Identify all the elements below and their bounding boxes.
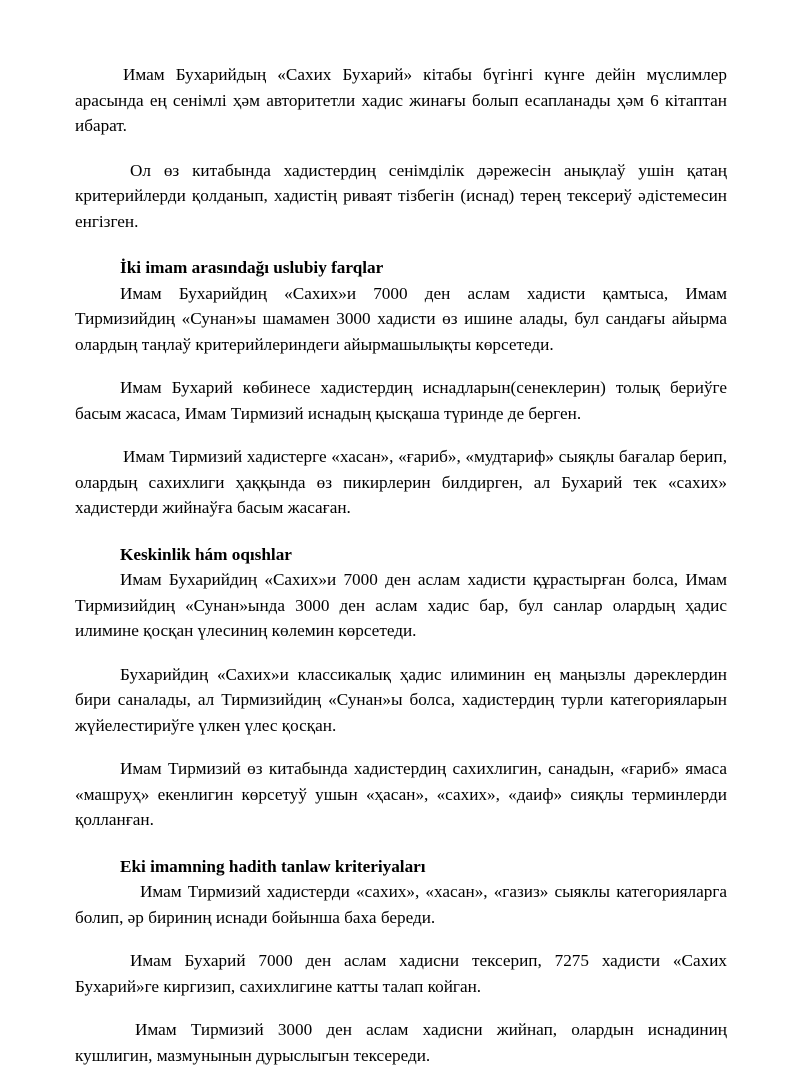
paragraph-intro-2: Ол өз китабында хадистердиң сенімділік дәрежесін анықлаў ушін қатаң критерийлерди қолданып, хадистің риваят тізбегін (иснад) терең тексериў әдістемесин енгізген. [75,160,727,231]
document-page [75,62,727,1068]
paragraph-section3-2: Имам Бухарий 7000 ден аслам хадисни тексерип, 7275 хадисти «Сахих Бухарий»ге киргизип, сахихлигине катты талап койган. [75,951,727,996]
section-heading-sharpness-and-readings: Keskinlik hám oqıshlar [120,544,292,564]
section-heading-methodological-differences: İki imam arasındağı uslubiy farqlar [120,258,384,277]
paragraph-section3-1: Имам Тирмизий хадистерди «сахих», «хасан», «газиз» сыяклы категорияларга болип, әр бириниң иснади бойынша баха береди. [75,882,727,927]
paragraph-section3-3: Имам Тирмизий 3000 ден аслам хадисни жийнап, олардын иснадиниң кушлигин, мазмунынын дурыслыгын тексереди. [75,1020,727,1065]
paragraph-section1-3: Имам Тирмизий хадистерге «хасан», «ғариб», «мудтариф» сыяқлы бағалар берип, олардың сахихлиги ҳаққында өз пикирлерин билдирген, ал Бухарий тек «сахих» хадистерди жийнаўға басым жасаған. [75,447,727,517]
section-heading-selection-criteria: Eki imamning hadith tanlaw kriteriyaları [120,856,426,876]
paragraph-section1-2: Имам Бухарий көбинесе хадистердиң иснадларын(сенеклерин) толық бериўге басым жасаса, Имам Тирмизий иснадың қысқаша түринде де берген. [75,378,727,423]
paragraph-section2-1: Имам Бухарийдиң «Сахих»и 7000 ден аслам хадисти құрастырған болса, Имам Тирмизийдиң «Сунан»ында 3000 ден аслам хадис бар, бул санлар олардың ҳадис илимине қосқан үлесиниң көлемин көрсетеди. [75,570,727,640]
paragraph-section2-3: Имам Тирмизий өз китабында хадистердиң сахихлигин, санадын, «ғариб» ямаса «машруҳ» екенлигин көрсетуў ушын «ҳасан», «сахих», «даиф» сияқлы терминлерди қолланған. [75,759,727,829]
paragraph-section1-1: Имам Бухарийдиң «Сахих»и 7000 ден аслам хадисти қамтыса, Имам Тирмизийдиң «Сунан»ы шамамен 3000 хадисти өз ишине алады, бул сандағы айырма олардың таңлаў критерийлериндеги айырмашылықты көрсетеди. [75,283,727,354]
paragraph-intro-1: Имам Бухарийдың «Сахих Бухарий» кітабы бүгінгі күнге дейін мүслимлер арасында ең сенімлі ҳәм авторитетли хадис жинағы болып есапланады ҳәм 6 кітаптан ибарат. [75,65,727,135]
paragraph-section2-2: Бухарийдиң «Сахих»и классикалық ҳадис илиминин ең маңызлы дәреклердин бири саналады, ал Тирмизийдиң «Сунан»ы болса, хадистердиң турли категорияларын жүйелестириўге үлкен үлес қосқан. [75,664,727,735]
